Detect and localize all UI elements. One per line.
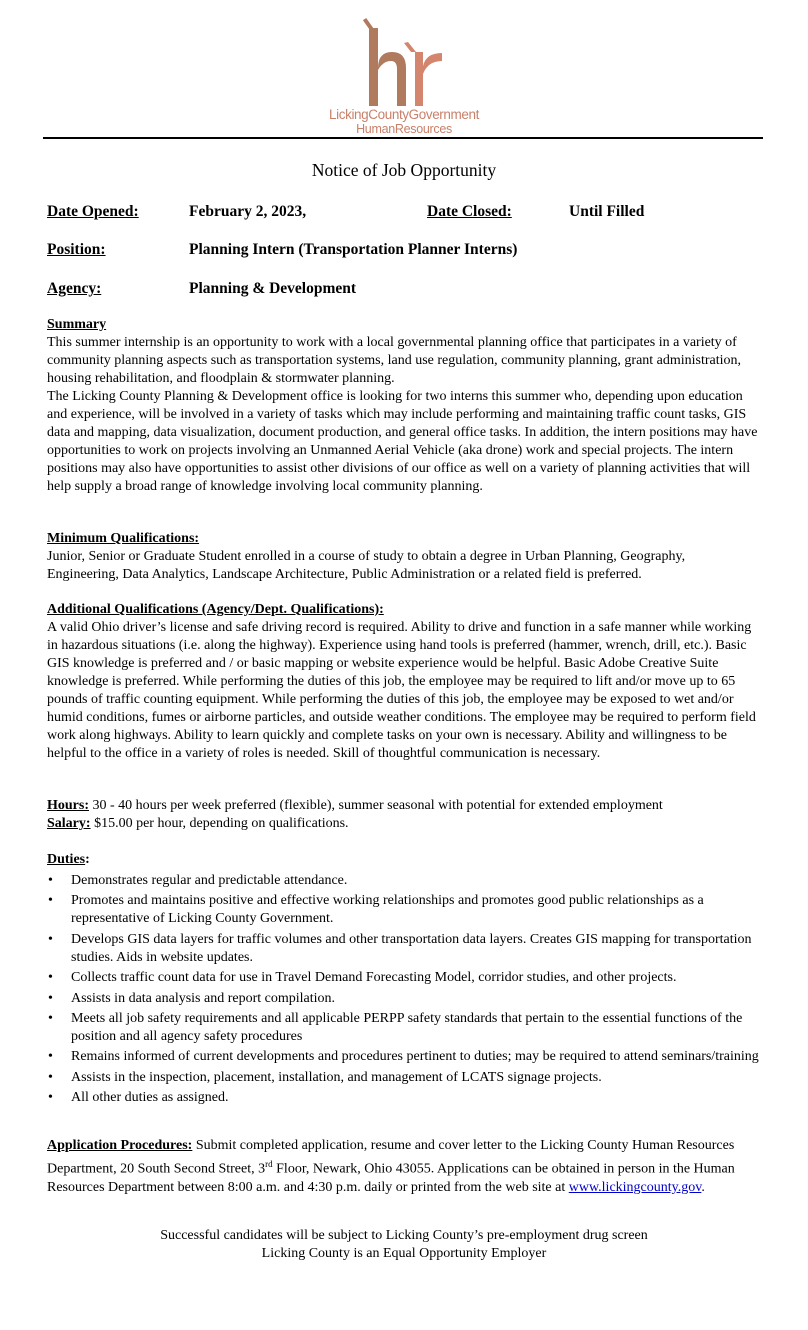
bullet-icon: • [48, 873, 53, 888]
list-item [47, 990, 759, 1008]
date-opened-value: February 2, 2023, [189, 203, 307, 220]
duty-text: Promotes and maintains positive and effective working relationships and promotes good public relationships as a representative of Licking County Government. [71, 893, 704, 927]
duties-colon: : [85, 852, 90, 867]
duty-text: Assists in the inspection, placement, installation, and management of LCATS signage projects. [71, 1069, 602, 1085]
bullet-icon: • [48, 990, 53, 1006]
duty-text: Remains informed of current developments and procedures pertinent to duties; may be required to attend seminars/training [71, 1049, 759, 1065]
duty-text: Assists in data analysis and report compilation. [71, 990, 336, 1006]
min-qual-section [47, 530, 759, 584]
application-text-2: Floor, Newark, Ohio 43055. Applications can be obtained in person in the Human Resources Department between 8:00 a.m. and 4:30 p.m. daily or printed from the web site at [47, 1161, 735, 1195]
min-qual-text: Junior, Senior or Graduate Student enrolled in a course of study to obtain a degree in Urban Planning, Geography, Engineering, Data Analytics, Landscape Architecture, Public Administration or a related field is preferred. [47, 549, 686, 582]
date-opened-label: Date Opened: [47, 203, 139, 220]
list-item [47, 872, 759, 890]
date-closed-label: Date Closed: [427, 203, 512, 220]
page-title: Notice of Job Opportunity [311, 160, 497, 180]
website-link[interactable]: www.lickingcounty.gov [568, 1179, 702, 1195]
bullet-icon: • [48, 893, 53, 909]
hr-logo-mark [360, 16, 452, 108]
duty-text: Collects traffic count data for use in Travel Demand Forecasting Model, corridor studies, and other projects. [71, 970, 677, 986]
duty-text: Develops GIS data layers for traffic volumes and other transportation data layers. Creates GIS mapping for transportation studies. Aids in website updates. [71, 931, 752, 965]
min-qual-title: Minimum Qualifications: [47, 531, 200, 546]
bullet-icon: • [48, 970, 53, 986]
date-closed-value: Until Filled [569, 203, 645, 220]
position-value: Planning Intern (Transportation Planner Interns) [189, 241, 518, 258]
duty-text: All other duties as assigned. [71, 1090, 229, 1106]
footer [0, 1227, 808, 1263]
application-sup: rd [265, 1159, 273, 1169]
hours-label: Hours: [47, 798, 89, 813]
logo-brand-line2: HumanResources [356, 122, 452, 136]
duty-text: Meets all job safety requirements and all applicable PERPP safety standards that pertain to the essential functions of the position and all agency safety procedures [71, 1010, 743, 1044]
hours-line [47, 797, 759, 815]
header-divider [43, 137, 763, 139]
bullet-icon: • [48, 1069, 53, 1085]
hours-text: 30 - 40 hours per week preferred (flexible), summer seasonal with potential for extended employment [89, 798, 663, 813]
footer-line-2: Licking County is an Equal Opportunity Employer [261, 1246, 547, 1261]
summary-title: Summary [47, 317, 107, 332]
hr-logo [318, 16, 490, 138]
summary-paragraph-1: This summer internship is an opportunity to work with a local governmental planning office that participates in a variety of community planning aspects such as transportation systems, land use regulation, community planning, grant administration, housing rehabilitation, and floodplain & stormwater planning. [47, 335, 742, 386]
list-item [47, 1010, 759, 1046]
summary-paragraph-2: The Licking County Planning & Development office is looking for two interns this summer who, depending upon education and experience, will be involved in a variety of tasks which may include performing and maintaining traffic count tasks, GIS data and mapping, data visualization, document production, and general office tasks. In addition, the intern positions may have opportunities to work on projects involving an Unmanned Aerial Vehicle (aka drone) work and special projects. The intern positions may also have opportunities to assist other divisions of our office as well on a variety of planning activities that will help supply a broad range of knowledge involving local community planning. [47, 389, 758, 494]
salary-label: Salary: [47, 816, 91, 831]
bullet-icon: • [48, 1049, 53, 1065]
footer-line-1: Successful candidates will be subject to Licking County’s pre-employment drug screen [160, 1228, 648, 1243]
list-item [47, 1048, 759, 1066]
list-item [47, 1089, 759, 1107]
list-item [47, 892, 759, 928]
list-item [47, 1069, 759, 1087]
salary-text: $15.00 per hour, depending on qualifications. [90, 816, 349, 831]
add-qual-text: A valid Ohio driver’s license and safe driving record is required. Ability to drive and function in a safe manner while working in hazardous situations (i.e. along the highway). Experience using hand tools is preferred (hammer, wrench, drill, etc.). Basic GIS knowledge is preferred and / or basic mapping or website experience would be helpful. Basic Adobe Creative Suite knowledge is preferred. While performing the duties of this job, the employee may be required to lift and/or move up to 65 pounds of traffic counting equipment. While performing the duties of this job, the employee may be exposed to wet and/or humid conditions, fumes or airborne particles, and outside weather conditions. The employee may be required to perform field work along highways. Ability to learn quickly and complete tasks on your own is necessary. Ability and willingness to be helpful to the office in a variety of roles is needed. Skill of thoughtful communication is necessary. [47, 620, 756, 761]
bullet-icon: • [48, 931, 53, 947]
duties-title: Duties [47, 852, 86, 867]
list-item [47, 931, 759, 967]
bullet-icon: • [48, 1010, 53, 1026]
duty-text: Demonstrates regular and predictable attendance. [71, 873, 348, 888]
salary-line [47, 815, 759, 833]
add-qual-section [47, 601, 759, 763]
agency-value: Planning & Development [189, 280, 357, 297]
hours-salary-section [47, 797, 759, 833]
agency-label: Agency: [47, 280, 102, 297]
bullet-icon: • [48, 1090, 53, 1106]
duties-heading [47, 851, 759, 869]
duties-section [47, 851, 759, 1110]
logo-brand-line1: LickingCountyGovernment [329, 107, 479, 122]
application-section [47, 1137, 759, 1197]
position-label: Position: [47, 241, 106, 258]
duties-list [47, 872, 759, 1107]
application-end: . [701, 1179, 705, 1195]
summary-section [47, 316, 759, 496]
list-item [47, 969, 759, 987]
add-qual-title: Additional Qualifications (Agency/Dept. Qualifications): [47, 602, 384, 617]
application-title: Application Procedures: [47, 1138, 193, 1153]
application-text-1: Submit completed application, resume and cover letter to the Licking County Human Resources Department, 20 South Second Street, 3 [47, 1138, 735, 1177]
